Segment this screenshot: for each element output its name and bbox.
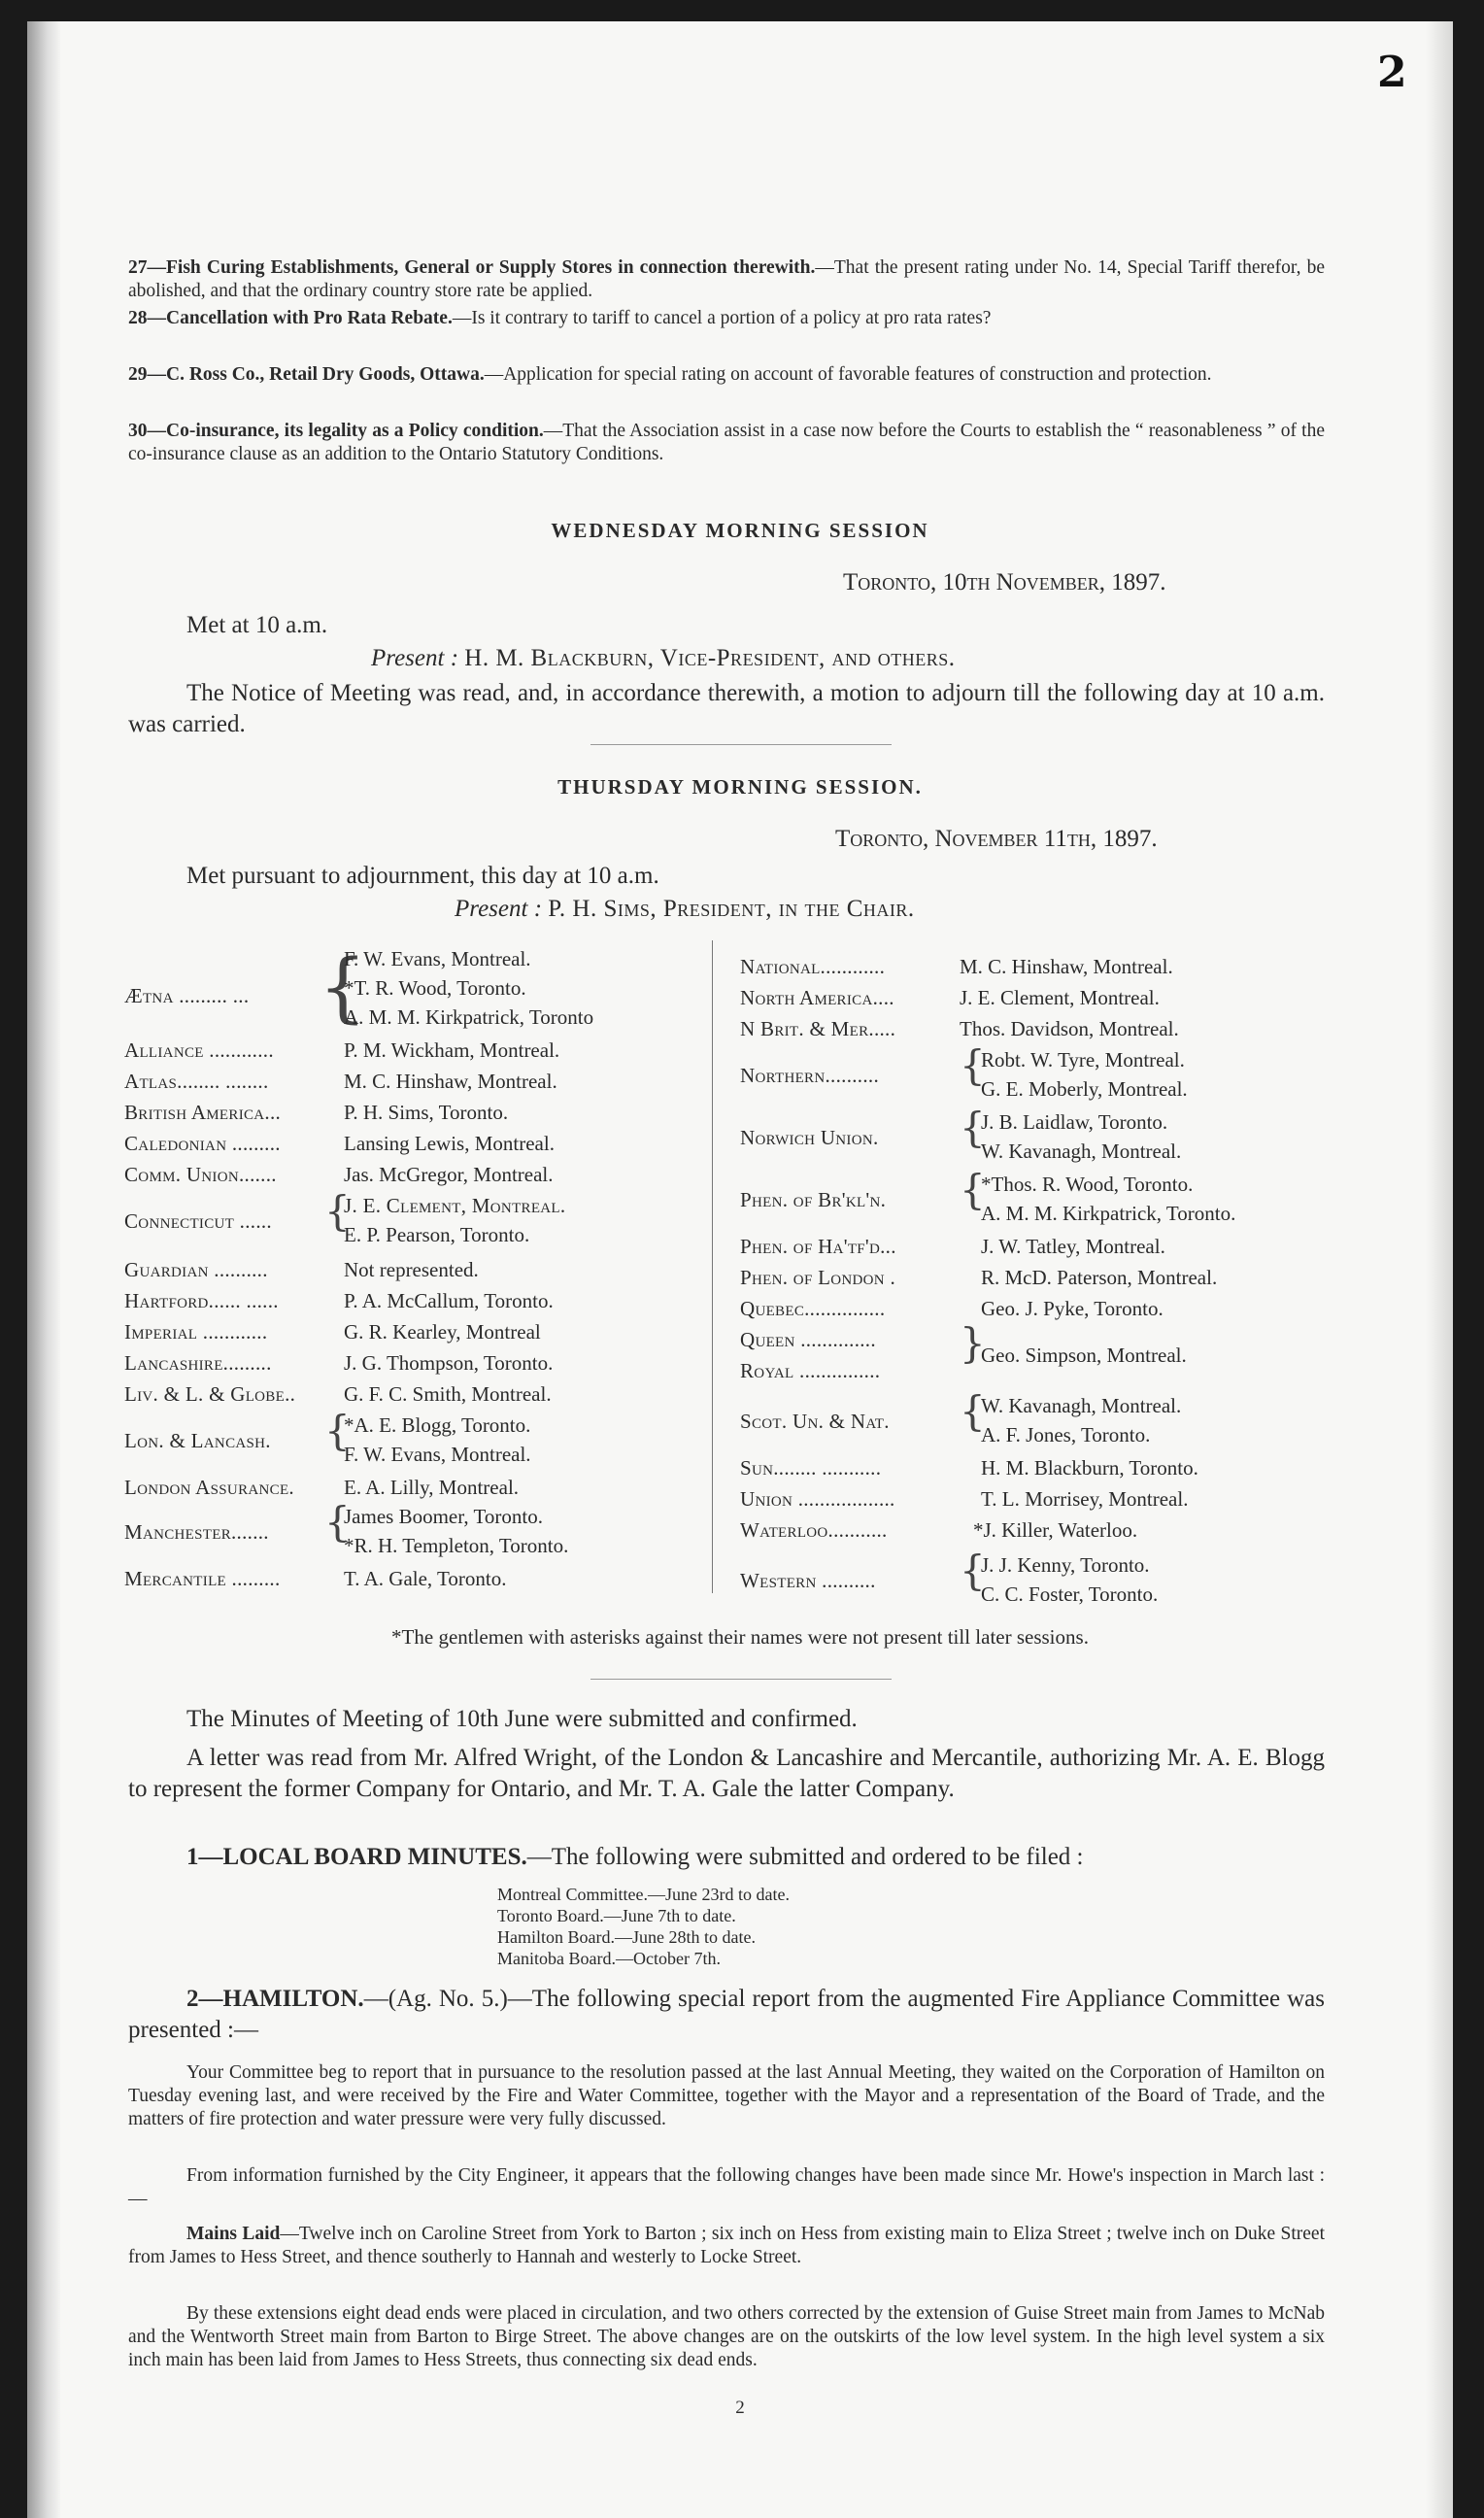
item-27 xyxy=(128,256,1325,303)
thursday-met: Met pursuant to adjournment, this day at 10 a.m. xyxy=(186,863,659,889)
company-scot-un-nat: Scot. Un. & Nat. xyxy=(740,1410,890,1433)
book-spine-shadow xyxy=(27,21,60,2518)
hamilton-report-4: By these extensions eight dead ends were placed in circulation, and two others corrected by the extension of Guise Street main from James to McNab and the Wentworth Street main from Barton to Birge Street. The above changes are on the outskirts of the low level system. In the high level system a six inch main has been laid from James to Hess Streets, thus connecting six dead ends. xyxy=(128,2303,1325,2370)
company-guardian: Guardian .......... xyxy=(124,1258,268,1281)
rep-lon-lancash-1: *A. E. Blogg, Toronto. xyxy=(344,1413,531,1437)
company-manchester: Manchester....... xyxy=(124,1520,269,1544)
rep-phen-london: R. McD. Paterson, Montreal. xyxy=(981,1266,1218,1289)
item-30-heading: 30—Co-insurance, its legality as a Policy condition. xyxy=(128,421,544,441)
company-lancashire: Lancashire......... xyxy=(124,1351,272,1375)
item-29-heading: 29—C. Ross Co., Retail Dry Goods, Ottawa. xyxy=(128,364,485,385)
wednesday-heading: WEDNESDAY MORNING SESSION xyxy=(551,519,929,542)
item-27-text: —That the present rating under No. 14, Special Tariff therefor, be abolished, and that the ordinary country store rate be applied. xyxy=(128,257,1325,301)
rep-aetna-3: A. M. M. Kirkpatrick, Toronto xyxy=(344,1005,594,1029)
rep-northern-2: G. E. Moberly, Montreal. xyxy=(981,1077,1188,1101)
thursday-present-label: Present : xyxy=(455,896,543,922)
item-29 xyxy=(128,363,1325,387)
brace-aetna: { xyxy=(319,944,367,1032)
rep-scot-un-nat-1: W. Kavanagh, Montreal. xyxy=(981,1394,1182,1417)
thursday-heading: THURSDAY MORNING SESSION. xyxy=(557,775,923,799)
document-page xyxy=(27,21,1453,2518)
company-queen: Queen .............. xyxy=(740,1328,876,1351)
item-30 xyxy=(128,420,1325,466)
item-28-text: —Is it contrary to tariff to cancel a portion of a policy at pro rata rates? xyxy=(452,308,992,328)
rep-northern-1: Robt. W. Tyre, Montreal. xyxy=(981,1048,1185,1072)
thursday-present xyxy=(455,894,915,925)
company-sun: Sun........ ........... xyxy=(740,1456,882,1480)
local-board-entry-3: Hamilton Board.—June 28th to date. xyxy=(497,1927,756,1947)
brace-scot-un-nat: { xyxy=(960,1387,986,1435)
rep-atlas: M. C. Hinshaw, Montreal. xyxy=(344,1070,557,1093)
brace-northern: { xyxy=(960,1041,986,1089)
company-quebec: Quebec............... xyxy=(740,1297,886,1320)
rep-aetna-2: *T. R. Wood, Toronto. xyxy=(344,976,526,1000)
company-comm-union: Comm. Union....... xyxy=(124,1163,277,1186)
company-caledonian: Caledonian ......... xyxy=(124,1132,281,1155)
rep-mercantile: T. A. Gale, Toronto. xyxy=(344,1567,507,1590)
company-norwich-union: Norwich Union. xyxy=(740,1126,879,1149)
company-mercantile: Mercantile ......... xyxy=(124,1567,281,1590)
brace-norwich-union: { xyxy=(960,1104,986,1151)
wednesday-present-label: Present : xyxy=(371,645,459,671)
section-divider-2 xyxy=(590,1679,892,1680)
hamilton-report-1: Your Committee beg to report that in pursuance to the resolution passed at the last Annual Meeting, they waited on the Corporation of Hamilton on Tuesday evening last, and were received by the Fire and Water Committee, together with the Mayor and a representation of the Board of Trade, and the matters of fire protection and water pressure were very fully discussed. xyxy=(128,2062,1325,2129)
rep-alliance: P. M. Wickham, Montreal. xyxy=(344,1038,560,1062)
section-divider-1 xyxy=(590,744,892,745)
rep-connecticut-1-name: J. E. Clement, Montreal. xyxy=(344,1194,566,1217)
local-board-entry-2: Toronto Board.—June 7th to date. xyxy=(497,1906,736,1925)
company-lon-lancash: Lon. & Lancash. xyxy=(124,1429,271,1452)
local-board-minutes xyxy=(186,1842,1332,1873)
rep-union: T. L. Morrisey, Montreal. xyxy=(981,1487,1189,1511)
company-waterloo: Waterloo........... xyxy=(740,1518,888,1542)
company-london-assurance: London Assurance. xyxy=(124,1476,294,1499)
item-30-text: —That the Association assist in a case now before the Courts to establish the “ reasonableness ” of the co-insurance clause as an addition to the Ontario Statutory Conditions. xyxy=(128,421,1325,464)
hamilton-heading: 2—HAMILTON. xyxy=(186,1986,364,2012)
rep-lon-lancash-2: F. W. Evans, Montreal. xyxy=(344,1443,531,1466)
rep-hartford: P. A. McCallum, Toronto. xyxy=(344,1289,554,1312)
wednesday-present xyxy=(371,643,956,674)
company-atlas: Atlas........ ........ xyxy=(124,1070,269,1093)
rep-north-america: J. E. Clement, Montreal. xyxy=(960,986,1160,1009)
wednesday-date: Toronto, 10th November, 1897. xyxy=(843,569,1166,595)
letter-paragraph: A letter was read from Mr. Alfred Wright, of the London & Lancashire and Mercantile, authorizing Mr. A. E. Blogg to represent the former Company for Ontario, and Mr. T. A. Gale the latter Company. xyxy=(128,1745,1325,1802)
rep-queen-royal: Geo. Simpson, Montreal. xyxy=(981,1344,1187,1367)
mains-laid-text: —Twelve inch on Caroline Street from York to Barton ; six inch on Hess from existing main to Eliza Street ; twelve inch on Duke Street from James to Hess Street, and thence southerly to Hannah and westerly to Locke Street. xyxy=(128,2224,1326,2267)
local-board-entry-1: Montreal Committee.—June 23rd to date. xyxy=(497,1885,790,1904)
wednesday-notice: The Notice of Meeting was read, and, in accordance therewith, a motion to adjourn till the following day at 10 a.m. was carried. xyxy=(128,680,1325,737)
wednesday-present-text: H. M. Blackburn, Vice-President, and others. xyxy=(464,645,956,671)
company-british-america: British America... xyxy=(124,1101,282,1124)
item-28 xyxy=(128,307,1325,330)
rep-lancashire: J. G. Thompson, Toronto. xyxy=(344,1351,554,1375)
company-phen-london: Phen. of London . xyxy=(740,1266,896,1289)
footer-page-number: 2 xyxy=(735,2398,745,2418)
company-liv-l-globe: Liv. & L. & Globe.. xyxy=(124,1382,296,1406)
brace-phen-brkln: { xyxy=(960,1166,986,1213)
brace-manchester: { xyxy=(324,1498,351,1546)
rep-british-america: P. H. Sims, Toronto. xyxy=(344,1101,509,1124)
brace-lon-lancash: { xyxy=(324,1407,351,1454)
company-national: National............ xyxy=(740,955,886,978)
thursday-present-text: P. H. Sims, President, in the Chair. xyxy=(548,896,915,922)
rep-western-2: C. C. Foster, Toronto. xyxy=(981,1582,1159,1606)
brace-connecticut: { xyxy=(324,1187,351,1235)
hamilton-section xyxy=(128,1984,1325,2046)
local-board-text: —The following were submitted and ordered to be filed : xyxy=(526,1844,1084,1870)
hamilton-text: —(Ag. No. 5.)—The following special report from the augmented Fire Appliance Committee was presented :— xyxy=(128,1986,1325,2043)
local-board-heading: 1—LOCAL BOARD MINUTES. xyxy=(186,1844,527,1870)
rep-phen-brkln-2: A. M. M. Kirkpatrick, Toronto. xyxy=(981,1202,1236,1225)
rep-norwich-union-1: J. B. Laidlaw, Toronto. xyxy=(981,1110,1168,1134)
brace-queen-royal: } xyxy=(960,1319,986,1367)
company-northern: Northern.......... xyxy=(740,1064,879,1087)
rep-comm-union: Jas. McGregor, Montreal. xyxy=(344,1163,554,1186)
rep-sun: H. M. Blackburn, Toronto. xyxy=(981,1456,1198,1480)
rep-quebec: Geo. J. Pyke, Toronto. xyxy=(981,1297,1164,1320)
rep-western-1: J. J. Kenny, Toronto. xyxy=(981,1553,1150,1577)
rep-scot-un-nat-2: A. F. Jones, Toronto. xyxy=(981,1423,1151,1446)
local-board-entry-4: Manitoba Board.—October 7th. xyxy=(497,1949,721,1968)
rep-manchester-2: *R. H. Templeton, Toronto. xyxy=(344,1534,569,1557)
rep-n-brit-mer: Thos. Davidson, Montreal. xyxy=(960,1017,1179,1040)
company-alliance: Alliance ............ xyxy=(124,1038,274,1062)
rep-guardian: Not represented. xyxy=(344,1258,479,1281)
attendance-divider xyxy=(712,940,713,1593)
company-connecticut: Connecticut ...... xyxy=(124,1209,272,1233)
rep-london-assurance: E. A. Lilly, Montreal. xyxy=(344,1476,520,1499)
company-imperial: Imperial ............ xyxy=(124,1320,268,1344)
item-29-text: —Application for special rating on account of favorable features of construction and protection. xyxy=(484,364,1212,385)
rep-norwich-union-2: W. Kavanagh, Montreal. xyxy=(981,1140,1182,1163)
minutes-confirmed: The Minutes of Meeting of 10th June were submitted and confirmed. xyxy=(186,1706,858,1732)
company-aetna: Ætna ......... ... xyxy=(124,984,250,1007)
mains-laid-heading: Mains Laid xyxy=(186,2224,281,2244)
rep-phen-brkln-1: *Thos. R. Wood, Toronto. xyxy=(981,1173,1194,1196)
rep-aetna-1: F. W. Evans, Montreal. xyxy=(344,947,531,970)
rep-liv-l-globe: G. F. C. Smith, Montreal. xyxy=(344,1382,552,1406)
brace-western: { xyxy=(960,1547,986,1594)
rep-connecticut-1 xyxy=(344,1193,565,1218)
rep-waterloo: *J. Killer, Waterloo. xyxy=(973,1518,1138,1542)
company-n-brit-mer: N Brit. & Mer..... xyxy=(740,1017,896,1040)
hamilton-report-2: From information furnished by the City Engineer, it appears that the following changes have been made since Mr. Howe's inspection in March last :— xyxy=(128,2165,1325,2209)
company-western: Western .......... xyxy=(740,1569,876,1592)
company-union: Union .................. xyxy=(740,1487,895,1511)
wednesday-met: Met at 10 a.m. xyxy=(186,612,328,638)
rep-phen-hatfd: J. W. Tatley, Montreal. xyxy=(981,1235,1165,1258)
company-north-america: North America.... xyxy=(740,986,894,1009)
rep-connecticut-2: E. P. Pearson, Toronto. xyxy=(344,1223,530,1246)
rep-imperial: G. R. Kearley, Montreal xyxy=(344,1320,541,1344)
rep-manchester-1: James Boomer, Toronto. xyxy=(344,1505,543,1528)
company-royal: Royal ............... xyxy=(740,1359,881,1382)
rep-caledonian: Lansing Lewis, Montreal. xyxy=(344,1132,555,1155)
page-number: 2 xyxy=(1377,48,1407,97)
company-phen-brkln: Phen. of Br'kl'n. xyxy=(740,1188,887,1211)
company-phen-hatfd: Phen. of Ha'tf'd... xyxy=(740,1235,896,1258)
rep-national: M. C. Hinshaw, Montreal. xyxy=(960,955,1173,978)
item-27-heading: 27—Fish Curing Establishments, General or Supply Stores in connection therewith. xyxy=(128,257,816,278)
item-28-heading: 28—Cancellation with Pro Rata Rebate. xyxy=(128,308,453,328)
page-edge-shadow xyxy=(1426,21,1453,2518)
company-hartford: Hartford...... ...... xyxy=(124,1289,279,1312)
hamilton-mains-laid xyxy=(128,2223,1325,2269)
attendance-footnote: *The gentlemen with asterisks against their names were not present till later sessions. xyxy=(391,1625,1089,1649)
thursday-date: Toronto, November 11th, 1897. xyxy=(835,826,1158,852)
